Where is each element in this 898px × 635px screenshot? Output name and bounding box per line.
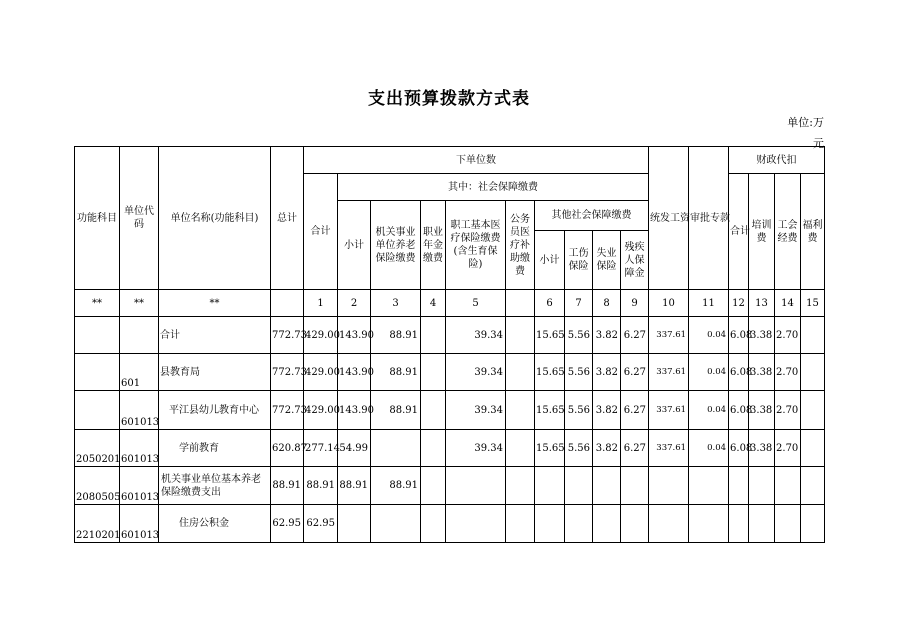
cell-c1: 62.95 (304, 505, 338, 543)
cell-c9: 6.27 (621, 391, 649, 430)
cell-c14: 2.70 (775, 317, 801, 354)
cell-c13: 3.38 (749, 317, 775, 354)
cell-c6 (535, 505, 565, 543)
hdr-medical: 职工基本医疗保险缴费(含生育保险) (446, 201, 506, 290)
hdr-training: 培训费 (749, 174, 775, 290)
cell-c4 (421, 430, 446, 467)
cell-c2: 88.91 (338, 467, 371, 505)
cell-c6: 15.65 (535, 354, 565, 391)
cell-c14 (775, 467, 801, 505)
cell-c6: 15.65 (535, 391, 565, 430)
index-cell: 9 (621, 290, 649, 317)
index-cell: 1 (304, 290, 338, 317)
cell-total: 88.91 (271, 467, 304, 505)
hdr-civil-med: 公务员医疗补助缴费 (506, 201, 535, 290)
cell-c5: 39.34 (446, 317, 506, 354)
cell-c7: 5.56 (565, 354, 593, 391)
index-cell: 4 (421, 290, 446, 317)
hdr-other-sub: 小计 (535, 231, 565, 290)
budget-table (74, 146, 825, 543)
cell-c12 (729, 505, 749, 543)
cell-c9: 6.27 (621, 317, 649, 354)
cell-c6 (535, 467, 565, 505)
cell-c5b (506, 467, 535, 505)
cell-c11: 0.04 (689, 391, 729, 430)
cell-func: 2080505 (75, 467, 120, 505)
index-cell (271, 290, 304, 317)
index-cell (506, 290, 535, 317)
cell-c7 (565, 467, 593, 505)
cell-c1: 429.00 (304, 391, 338, 430)
hdr-func-code: 功能科目 (75, 147, 120, 290)
cell-total: 62.95 (271, 505, 304, 543)
cell-c15 (801, 391, 825, 430)
cell-c5: 39.34 (446, 354, 506, 391)
table-row (75, 391, 825, 430)
hdr-injury: 工伤保险 (565, 231, 593, 290)
hdr-welfare: 福利费 (801, 174, 825, 290)
cell-c8 (593, 467, 621, 505)
cell-c10: 337.61 (649, 430, 689, 467)
hdr-subtotal: 小计 (338, 201, 371, 290)
index-cell: 5 (446, 290, 506, 317)
cell-c1: 88.91 (304, 467, 338, 505)
cell-total: 772.73 (271, 317, 304, 354)
cell-c14: 2.70 (775, 430, 801, 467)
table-row (75, 430, 825, 467)
index-row (75, 290, 825, 317)
cell-c13 (749, 467, 775, 505)
cell-c11: 0.04 (689, 430, 729, 467)
hdr-unit-name: 单位名称(功能科目) (159, 147, 271, 290)
cell-name: 机关事业单位基本养老保险缴费支出 (159, 467, 271, 505)
unit-line-2: 元 (813, 137, 824, 150)
cell-c5: 39.34 (446, 391, 506, 430)
cell-c11 (689, 467, 729, 505)
cell-c4 (421, 467, 446, 505)
index-cell: 11 (689, 290, 729, 317)
cell-c5b (506, 430, 535, 467)
index-cell: 2 (338, 290, 371, 317)
cell-code (120, 317, 159, 354)
cell-c8: 3.82 (593, 317, 621, 354)
cell-c14: 2.70 (775, 391, 801, 430)
cell-c15 (801, 430, 825, 467)
cell-total: 620.87 (271, 430, 304, 467)
cell-name: 学前教育 (159, 430, 271, 467)
cell-c3: 88.91 (371, 467, 421, 505)
index-cell: 10 (649, 290, 689, 317)
page-title: 支出预算拨款方式表 (368, 89, 530, 109)
cell-c7: 5.56 (565, 317, 593, 354)
hdr-disabled: 残疾人保障金 (621, 231, 649, 290)
cell-c15 (801, 467, 825, 505)
cell-c10 (649, 505, 689, 543)
index-cell: 14 (775, 290, 801, 317)
index-cell: 13 (749, 290, 775, 317)
cell-total: 772.73 (271, 391, 304, 430)
cell-c1: 277.14 (304, 430, 338, 467)
cell-name: 平江县幼儿教育中心 (159, 391, 271, 430)
hdr-subtotal-total: 合计 (304, 174, 338, 290)
cell-total: 772.73 (271, 354, 304, 391)
cell-c1: 429.00 (304, 354, 338, 391)
cell-c2: 54.99 (338, 430, 371, 467)
cell-c3: 88.91 (371, 391, 421, 430)
cell-c8: 3.82 (593, 354, 621, 391)
cell-c4 (421, 354, 446, 391)
table-row (75, 467, 825, 505)
cell-c7: 5.56 (565, 430, 593, 467)
cell-c1: 429.00 (304, 317, 338, 354)
hdr-approval: 审批专款 (689, 147, 729, 290)
cell-c5 (446, 505, 506, 543)
hdr-union: 工会经费 (775, 174, 801, 290)
cell-c9 (621, 505, 649, 543)
cell-c9: 6.27 (621, 430, 649, 467)
cell-c13: 3.38 (749, 391, 775, 430)
cell-c4 (421, 391, 446, 430)
cell-name: 县教育局 (159, 354, 271, 391)
hdr-total: 总计 (271, 147, 304, 290)
cell-c2: 143.90 (338, 354, 371, 391)
hdr-fiscal-withhold: 财政代扣 (729, 147, 825, 174)
cell-c7: 5.56 (565, 391, 593, 430)
cell-c11 (689, 505, 729, 543)
table-row (75, 317, 825, 354)
table-row (75, 354, 825, 391)
cell-c3 (371, 430, 421, 467)
cell-c7 (565, 505, 593, 543)
index-cell: 12 (729, 290, 749, 317)
cell-code: 601013 (120, 391, 159, 430)
unit-line-1: 单位:万 (787, 116, 824, 129)
cell-name: 合计 (159, 317, 271, 354)
cell-c2 (338, 505, 371, 543)
cell-c5: 39.34 (446, 430, 506, 467)
cell-c10: 337.61 (649, 391, 689, 430)
cell-code: 601013 (120, 430, 159, 467)
cell-c6: 15.65 (535, 317, 565, 354)
index-cell: 6 (535, 290, 565, 317)
cell-c2: 143.90 (338, 317, 371, 354)
cell-c9 (621, 467, 649, 505)
cell-c14 (775, 505, 801, 543)
cell-c8: 3.82 (593, 430, 621, 467)
index-cell: 8 (593, 290, 621, 317)
cell-func: 2050201 (75, 430, 120, 467)
cell-code: 601 (120, 354, 159, 391)
index-cell: 15 (801, 290, 825, 317)
cell-c12: 6.08 (729, 430, 749, 467)
cell-c2: 143.90 (338, 391, 371, 430)
cell-c13: 3.38 (749, 354, 775, 391)
cell-c10 (649, 467, 689, 505)
cell-func (75, 391, 120, 430)
hdr-fw-total: 合计 (729, 174, 749, 290)
cell-c8: 3.82 (593, 391, 621, 430)
index-cell: ** (159, 290, 271, 317)
cell-c14: 2.70 (775, 354, 801, 391)
cell-c9: 6.27 (621, 354, 649, 391)
index-cell: ** (75, 290, 120, 317)
cell-c12: 6.08 (729, 354, 749, 391)
cell-name: 住房公积金 (159, 505, 271, 543)
cell-c3: 88.91 (371, 317, 421, 354)
cell-c5b (506, 317, 535, 354)
hdr-unemploy: 失业保险 (593, 231, 621, 290)
cell-code: 601013 (120, 505, 159, 543)
cell-c3 (371, 505, 421, 543)
index-cell: 7 (565, 290, 593, 317)
hdr-unit-code: 单位代码 (120, 147, 159, 290)
hdr-other-social: 其他社会保障缴费 (535, 201, 649, 231)
cell-c13 (749, 505, 775, 543)
cell-code: 601013 (120, 467, 159, 505)
cell-c4 (421, 505, 446, 543)
cell-c5b (506, 505, 535, 543)
hdr-social-ins: 其中：社会保障缴费 (338, 174, 649, 201)
hdr-pension: 机关事业单位养老保险缴费 (371, 201, 421, 290)
cell-c10: 337.61 (649, 354, 689, 391)
cell-c11: 0.04 (689, 354, 729, 391)
cell-c5b (506, 354, 535, 391)
cell-c13: 3.38 (749, 430, 775, 467)
cell-func (75, 317, 120, 354)
cell-func (75, 354, 120, 391)
cell-c4 (421, 317, 446, 354)
table-row (75, 505, 825, 543)
cell-c12 (729, 467, 749, 505)
cell-c10: 337.61 (649, 317, 689, 354)
cell-c12: 6.08 (729, 391, 749, 430)
cell-c8 (593, 505, 621, 543)
cell-c11: 0.04 (689, 317, 729, 354)
hdr-lower-units: 下单位数 (304, 147, 649, 174)
cell-c12: 6.08 (729, 317, 749, 354)
cell-c15 (801, 317, 825, 354)
cell-c15 (801, 354, 825, 391)
index-cell: 3 (371, 290, 421, 317)
cell-c5 (446, 467, 506, 505)
cell-c6: 15.65 (535, 430, 565, 467)
hdr-unified-wage: 统发工资 (649, 147, 689, 290)
cell-func: 2210201 (75, 505, 120, 543)
index-cell: ** (120, 290, 159, 317)
cell-c3: 88.91 (371, 354, 421, 391)
hdr-annuity: 职业年金缴费 (421, 201, 446, 290)
cell-c15 (801, 505, 825, 543)
cell-c5b (506, 391, 535, 430)
